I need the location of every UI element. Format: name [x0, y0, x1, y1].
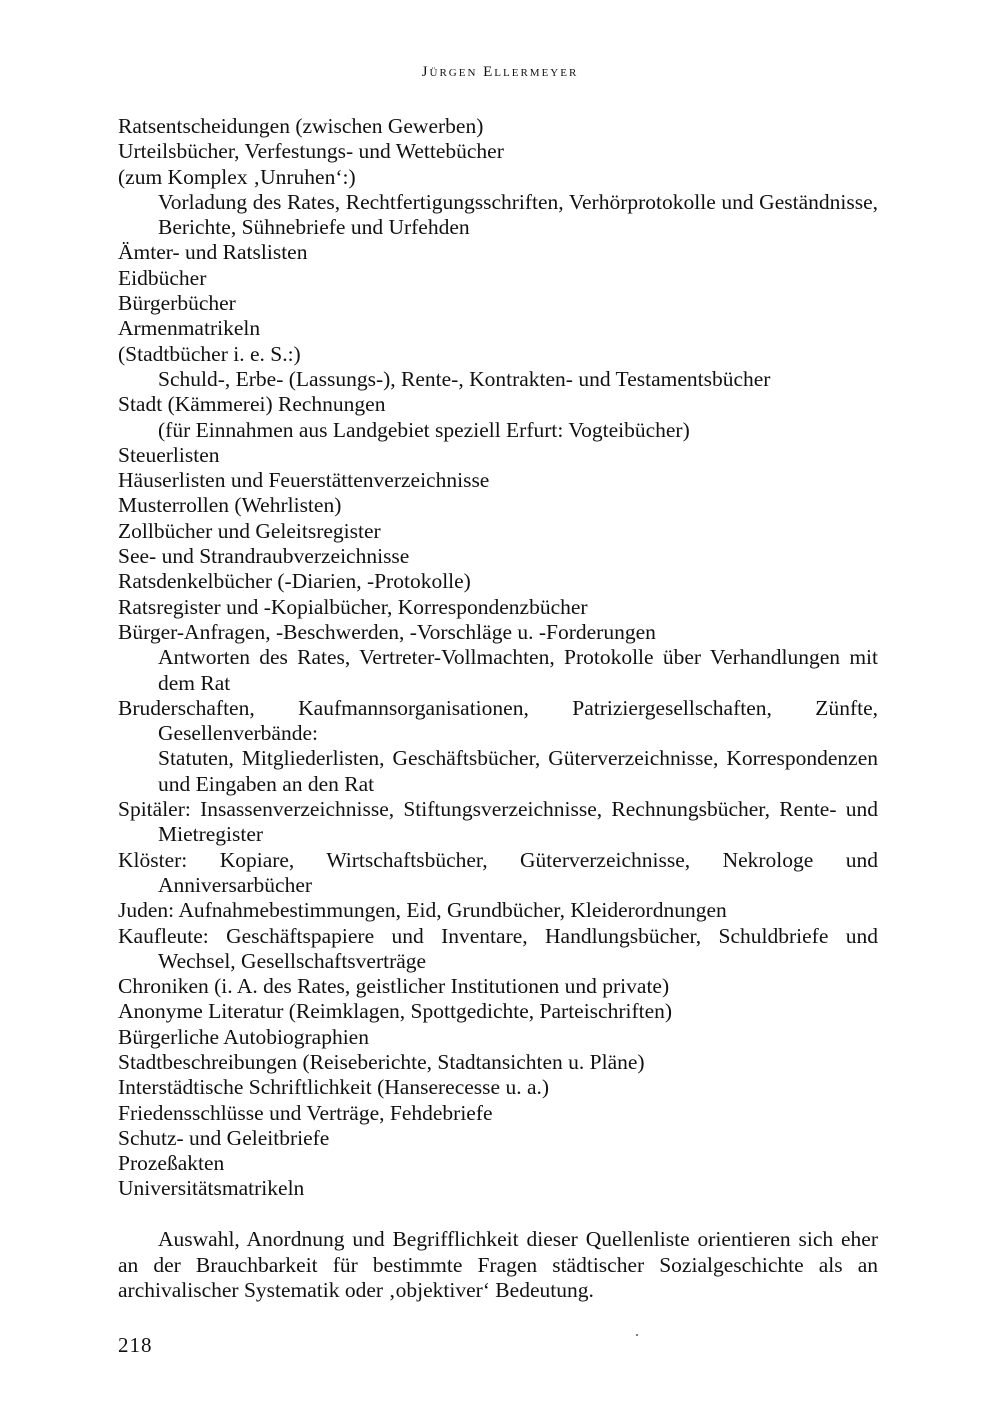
list-entry: Musterrollen (Wehrlisten)	[118, 493, 342, 518]
source-list	[118, 114, 878, 1202]
list-entry: Ämter- und Ratslisten	[118, 240, 308, 265]
list-entry: Prozeßakten	[118, 1151, 225, 1176]
list-entry: (zum Komplex ‚Unruhen‘:)	[118, 164, 356, 189]
list-entry: (Stadtbücher i. e. S.:)	[118, 341, 301, 366]
list-entry: Bürgerbücher	[118, 291, 236, 316]
list-entry: Chroniken (i. A. des Rates, geistlicher Institutionen und private)	[118, 974, 670, 999]
list-entry: Kaufleute: Geschäftspapiere und Inventare, Handlungsbücher, Schuldbriefe und Wechsel, Gesellschaftsverträge	[118, 923, 878, 973]
list-entry: Eidbücher	[118, 265, 207, 290]
closing-paragraph: Auswahl, Anordnung und Begrifflichkeit dieser Quellenliste orientieren sich eher an der Brauchbarkeit für bestimmte Fragen städtischer Sozialgeschichte als an archivalischer Systematik oder ‚objektiver‘ Bedeutung.	[118, 1227, 878, 1303]
list-subentry: Vorladung des Rates, Rechtfertigungsschriften, Verhörprotokolle und Geständnisse, Berichte, Sühnebriefe und Urfehden	[158, 189, 878, 240]
list-entry: Bürger-Anfragen, -Beschwerden, -Vorschläge u. -Forderungen	[118, 619, 656, 644]
list-subentry: Schuld-, Erbe- (Lassungs-), Rente-, Kontrakten- und Testamentsbücher	[158, 366, 771, 391]
list-entry: Steuerlisten	[118, 442, 220, 467]
running-head: Jürgen Ellermeyer	[421, 64, 579, 80]
list-entry: Ratsregister und -Kopialbücher, Korrespondenzbücher	[118, 594, 588, 619]
list-entry: Bruderschaften, Kaufmannsorganisationen, Patriziergesellschaften, Zünfte, Gesellenverbände:	[118, 695, 878, 746]
list-subentry: Antworten des Rates, Vertreter-Vollmachten, Protokolle über Verhandlungen mit dem Rat	[158, 645, 878, 695]
list-entry: Ratsdenkelbücher (-Diarien, -Protokolle)	[118, 569, 471, 594]
list-entry: Armenmatrikeln	[118, 316, 261, 341]
list-entry: Stadt (Kämmerei) Rechnungen	[118, 392, 386, 417]
list-entry: Zollbücher und Geleitsregister	[118, 518, 381, 543]
page-number: 218	[118, 1333, 153, 1357]
list-entry: Friedensschlüsse und Verträge, Fehdebriefe	[118, 1100, 493, 1125]
list-entry: Interstädtische Schriftlichkeit (Hanserecesse u. a.)	[118, 1075, 550, 1100]
list-entry: Schutz- und Geleitbriefe	[118, 1125, 330, 1150]
list-subentry: (für Einnahmen aus Landgebiet speziell Erfurt: Vogteibücher)	[158, 417, 690, 442]
list-entry: Bürgerliche Autobiographien	[118, 1024, 369, 1049]
print-speck	[636, 1334, 638, 1336]
list-entry: Spitäler: Insassenverzeichnisse, Stiftungsverzeichnisse, Rechnungsbücher, Rente- und Mietregister	[118, 797, 878, 847]
list-entry: Klöster: Kopiare, Wirtschaftsbücher, Güterverzeichnisse, Nekrologe und Anniversarbücher	[118, 847, 878, 897]
list-entry: See- und Strandraubverzeichnisse	[118, 544, 410, 569]
list-entry: Stadtbeschreibungen (Reiseberichte, Stadtansichten u. Pläne)	[118, 1049, 645, 1074]
list-entry: Anonyme Literatur (Reimklagen, Spottgedichte, Parteischriften)	[118, 999, 673, 1024]
list-entry: Urteilsbücher, Verfestungs- und Wettebücher	[118, 139, 504, 164]
list-entry: Häuserlisten und Feuerstättenverzeichnisse	[118, 468, 490, 493]
list-entry: Juden: Aufnahmebestimmungen, Eid, Grundbücher, Kleiderordnungen	[118, 898, 727, 923]
list-entry: Ratsentscheidungen (zwischen Gewerben)	[118, 114, 484, 138]
list-subentry: Statuten, Mitgliederlisten, Geschäftsbücher, Güterverzeichnisse, Korrespondenzen und Eingaben an den Rat	[158, 746, 878, 796]
list-entry: Universitätsmatrikeln	[118, 1176, 305, 1201]
